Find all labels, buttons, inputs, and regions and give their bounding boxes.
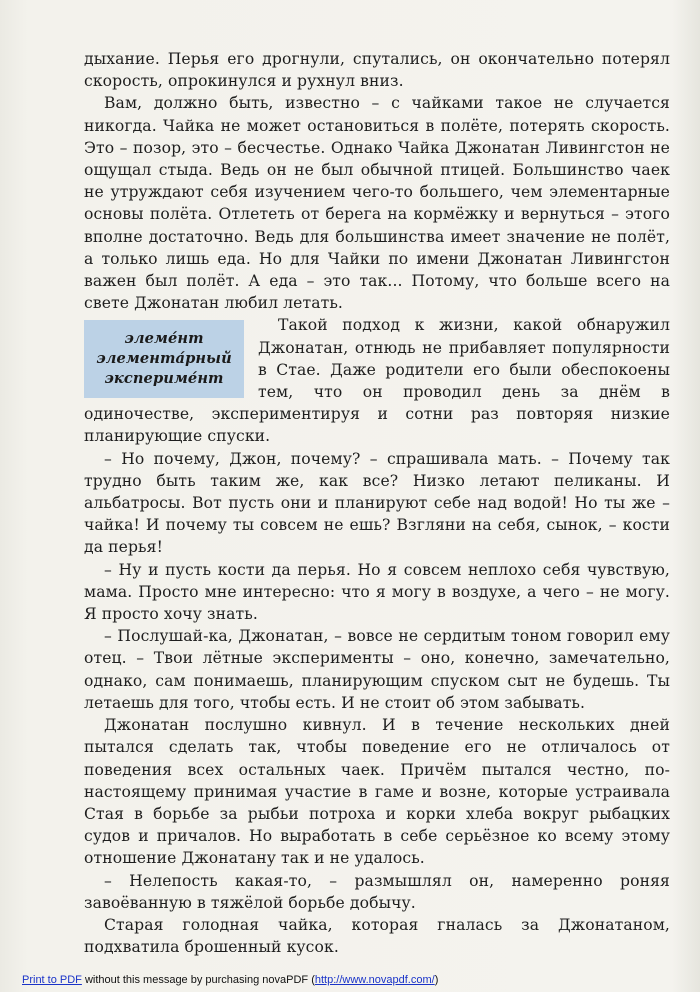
vocabulary-list [96,329,232,389]
paragraph-3: Такой подход к жизни, какой обнаружил Джонатан, отнюдь не прибавляет популярности в Стае. Даже родители его были обеспокоены тем, что он проводил день за днём в одиночестве, экспериментируя и сотни раз повторяя низкие планирующие спуски. [84,316,670,446]
paragraph-6: – Послушай-ка, Джонатан, – вовсе не сердитым тоном говорил ему отец. – Твои лётные эксперименты – оно, конечно, замечательно, однако, сам понимаешь, планирующим спуском сыт не будешь. Ты летаешь для того, чтобы есть. И не стоит об этом забывать. [84,627,670,712]
paragraph-1: дыхание. Перья его дрогнули, спутались, он окончательно потерял скорость, опрокинулся и рухнул вниз. [84,50,670,91]
vocabulary-word: элемента́рный [96,350,232,368]
paragraph-2: Вам, должно быть, известно – с чайками такое не случается никогда. Чайка не может остановиться в полёте, потерять скорость. Это – позор, это – бесчестье. Однако Чайка Джонатан Ливингстон не ощущал стыда. Ведь он не был обычной птицей. Большинство чаек не утруждают себя изучением чего-то большего, чем элементарные основы полёта. Отлететь от берега на кормёжку и вернуться – этого вполне достаточно. Ведь для большинства имеет значение не полёт, а только лишь еда. Но для Чайки по имени Джонатан Ливингстон важен был полёт. А еда – это так... Потому, что больше всего на свете Джонатан любил летать. [84,94,670,313]
footer-text: without this message by purchasing novaPDF ( [81,974,315,986]
paragraph-8: – Нелепость какая-то, – размышлял он, намеренно роняя завоёванную в тяжёлой борьбе добычу. [84,871,670,912]
novapdf-link[interactable]: http://www.novapdf.com/ [314,974,435,986]
body-text [84,48,670,958]
print-to-pdf-link[interactable]: Print to PDF [22,974,82,986]
vocabulary-word: элеме́нт [124,330,204,348]
vocabulary-word: экспериме́нт [104,370,224,388]
paragraph-7: Джонатан послушно кивнул. И в течение нескольких дней пытался сделать так, чтобы поведение его не отличалось от поведения всех остальных чаек. Причём пытался честно, по-настоящему принимая участие в гаме и возне, которые устраивала Стая в борьбе за рыбьи потроха и корки хлеба вокруг рыбацких судов и причалов. Но выработать в себе серьёзное ко всему этому отношение Джонатану так и не удалось. [84,716,670,868]
footer-close: ) [434,974,439,986]
pdf-footer [22,974,438,986]
paragraph-9: Старая голодная чайка, которая гналась за Джонатаном, подхватила брошенный кусок. [84,915,670,957]
vocabulary-sidebar [84,320,244,398]
paragraph-5: – Ну и пусть кости да перья. Но я совсем неплохо себя чувствую, мама. Просто мне интересно: что я могу в воздухе, а чего – не могу. Я просто хочу знать. [84,560,670,624]
paragraph-4: – Но почему, Джон, почему? – спрашивала мать. – Почему так трудно быть таким же, как все? Низко летают пеликаны. И альбатросы. Вот пусть они и планируют себе над водой! Но ты же – чайка! И почему ты совсем не ешь? Взгляни на себя, сынок, – кости да перья! [84,449,670,557]
